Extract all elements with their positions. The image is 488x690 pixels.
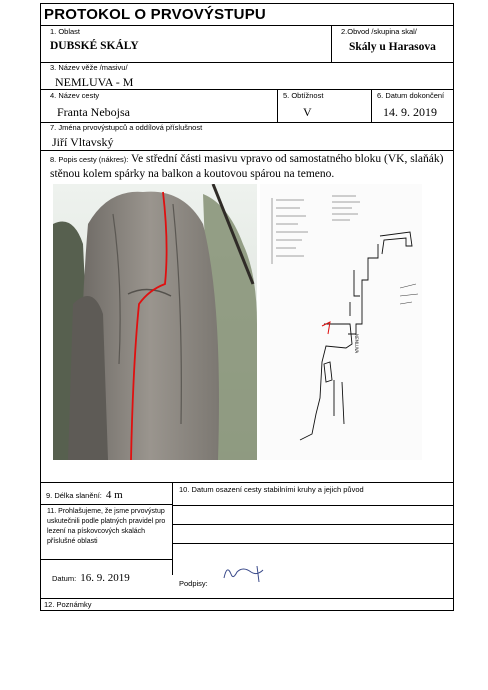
- divider: [41, 25, 453, 26]
- divider: [41, 559, 172, 560]
- date-field: [52, 568, 130, 586]
- area-value: DUBSKÉ SKÁLY: [50, 40, 139, 52]
- divider: [172, 482, 173, 575]
- tower-value: NEMLUVA - M: [55, 75, 134, 89]
- description-label: 8. Popis cesty (nákres):: [50, 155, 129, 164]
- route-photo: [53, 184, 257, 460]
- difficulty-value: V: [303, 105, 312, 119]
- difficulty-label: 5. Obtížnost: [283, 91, 324, 100]
- tower-label: 3. Název věže /masivu/: [50, 63, 128, 72]
- climbers-label: 7. Jména prvovýstupců a oddílová příslušnost: [50, 123, 203, 132]
- date-value: 16. 9. 2019: [80, 572, 130, 584]
- date-label: Datum:: [52, 574, 77, 583]
- divider: [41, 150, 453, 151]
- divider: [331, 25, 332, 62]
- signature: [221, 560, 271, 586]
- rappel-value: 4 m: [105, 489, 123, 501]
- divider: [277, 89, 278, 122]
- date-done-value: 14. 9. 2019: [383, 105, 437, 119]
- notes-label: 12. Poznámky: [44, 600, 92, 609]
- declaration-text: 11. Prohlašujeme, že jsme prvovýstup uskutečnili podle platných pravidel pro lezení na pískovcových skalách příslušné oblasti: [47, 508, 166, 545]
- date-done-label: 6. Datum dokončení: [377, 91, 445, 100]
- district-value: Skály u Harasova: [349, 41, 436, 53]
- rappel-field: [46, 485, 123, 503]
- sketch-tower-name: NEMLUVA: [354, 334, 359, 354]
- divider: [172, 524, 453, 525]
- divider: [41, 482, 453, 483]
- divider: [41, 598, 453, 599]
- signatures-label: Podpisy:: [179, 579, 208, 588]
- rappel-label: 9. Délka slanění:: [46, 491, 102, 500]
- bolts-label: 10. Datum osazení cesty stabilními kruhy a jejich původ: [179, 485, 364, 494]
- description-value: Ve střední části masivu vpravo od samostatného bloku (VK, slaňák) stěnou kolem spárky na balkon a koutovou spárou na temeno.: [50, 153, 444, 180]
- route-label: 4. Název cesty: [50, 91, 100, 100]
- divider: [371, 89, 372, 122]
- description: [50, 152, 448, 181]
- area-label: 1. Oblast: [50, 27, 81, 36]
- divider: [41, 89, 453, 90]
- protocol-form: [40, 3, 454, 611]
- divider: [41, 504, 172, 505]
- route-value: Franta Nebojsa: [57, 105, 130, 119]
- climbers-value: Jiří Vltavský: [52, 135, 114, 149]
- form-title: PROTOKOL O PRVOVÝSTUPU: [44, 6, 266, 23]
- route-sketch: [260, 184, 422, 460]
- divider: [172, 543, 453, 544]
- district-label: 2.Obvod /skupina skal/: [341, 27, 417, 36]
- divider: [172, 505, 453, 506]
